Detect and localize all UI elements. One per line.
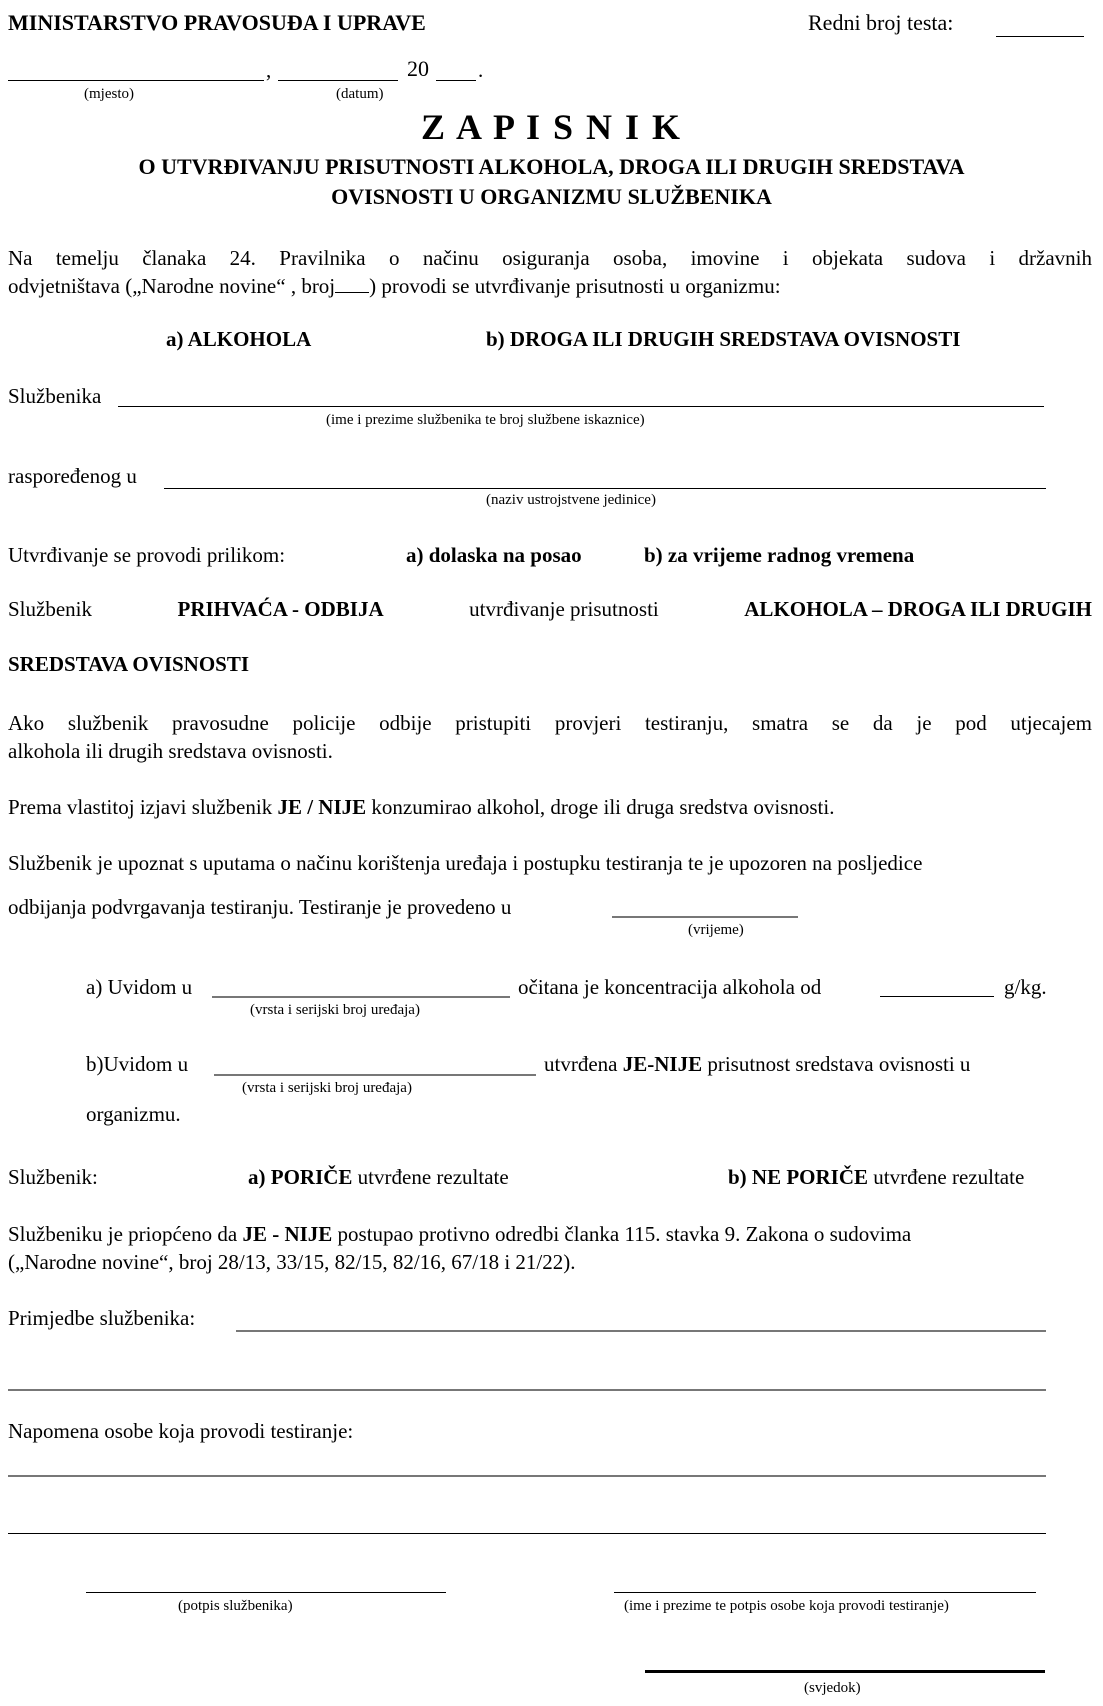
officer-label: Službenika bbox=[8, 384, 102, 408]
test-number-label: Redni broj testa: bbox=[808, 10, 954, 35]
denial-label: Službenik: bbox=[8, 1165, 98, 1189]
denial-b-bold: b) NE PORIČE bbox=[728, 1165, 869, 1189]
officer-name-caption: (ime i prezime službenika te broj službene iskaznice) bbox=[326, 412, 645, 428]
result-b-before: utvrđena bbox=[544, 1052, 623, 1076]
tester-remarks-label: Napomena osobe koja provodi testiranje: bbox=[8, 1419, 354, 1443]
consent-line1 bbox=[8, 597, 1092, 622]
notice-after: postupao protivno odredbi članka 115. stavka 9. Zakona o sudovima bbox=[332, 1222, 912, 1246]
consent-officer: Službenik bbox=[8, 597, 92, 621]
witness-signature-field[interactable] bbox=[645, 1670, 1045, 1673]
denial-a-rest: utvrđene rezultate bbox=[352, 1165, 509, 1189]
notice-before: Službeniku je priopćeno da bbox=[8, 1222, 243, 1246]
tester-remarks-field-2[interactable] bbox=[8, 1533, 1046, 1534]
date-caption: (datum) bbox=[336, 86, 384, 102]
gazette-number-field[interactable] bbox=[335, 274, 369, 293]
document-title: Z A P I S N I K bbox=[420, 107, 683, 147]
officer-remarks-label: Primjedbe službenika: bbox=[8, 1306, 196, 1330]
result-b-middle bbox=[544, 1052, 970, 1077]
statement-before: Prema vlastitoj izjavi službenik bbox=[8, 795, 278, 819]
tester-signature-field[interactable] bbox=[614, 1592, 1036, 1593]
instructions-line1: Službenik je upoznat s uputama o načinu korištenja uređaja i postupku testiranja te je upozoren na posljedice bbox=[8, 851, 923, 875]
occasion-option-working-hours[interactable]: b) za vrijeme radnog vremena bbox=[644, 543, 915, 567]
officer-signature-field[interactable] bbox=[86, 1592, 446, 1593]
assigned-unit-field[interactable] bbox=[164, 488, 1046, 489]
statement-after: konzumirao alkohol, droge ili druga sredstva ovisnosti. bbox=[366, 795, 835, 819]
assigned-label: raspoređenog u bbox=[8, 464, 137, 488]
statement-line bbox=[8, 795, 834, 820]
ministry-name: MINISTARSTVO PRAVOSUĐA I UPRAVE bbox=[8, 10, 426, 35]
consent-determination: utvrđivanje prisutnosti bbox=[469, 597, 659, 621]
intro-line1: Na temelju članaka 24. Pravilnika o načinu osiguranja osoba, imovine i objekata sudova i državnih bbox=[8, 246, 1092, 270]
result-b-device-caption: (vrsta i serijski broj uređaja) bbox=[242, 1080, 412, 1096]
test-number-field[interactable] bbox=[996, 36, 1084, 37]
result-a-middle: očitana je koncentracija alkohola od bbox=[518, 975, 822, 999]
refusal-note-line1: Ako službenik pravosudne policije odbije pristupiti provjeri testiranju, smatra se da je pod utjecajem bbox=[8, 711, 1092, 735]
test-time-field[interactable] bbox=[612, 916, 798, 918]
document-subtitle-line2: OVISNOSTI U ORGANIZMU SLUŽBENIKA bbox=[331, 184, 772, 209]
consent-line2: SREDSTAVA OVISNOSTI bbox=[8, 652, 250, 676]
result-b-after: prisutnost sredstava ovisnosti u bbox=[702, 1052, 971, 1076]
result-a-device-caption: (vrsta i serijski broj uređaja) bbox=[250, 1002, 420, 1018]
year-field[interactable] bbox=[436, 80, 476, 81]
occasion-option-arrival[interactable]: a) dolaska na posao bbox=[406, 543, 582, 567]
denial-b-rest: utvrđene rezultate bbox=[868, 1165, 1025, 1189]
officer-name-field[interactable] bbox=[118, 406, 1044, 407]
result-b-je-nije[interactable]: JE-NIJE bbox=[622, 1052, 703, 1076]
result-a-device-field[interactable] bbox=[212, 996, 510, 998]
denial-option-b[interactable] bbox=[728, 1165, 1024, 1190]
option-drugs[interactable]: b) DROGA ILI DRUGIH SREDSTAVA OVISNOSTI bbox=[486, 327, 961, 351]
intro-line2 bbox=[8, 274, 781, 299]
refusal-note-line2: alkohola ili drugih sredstava ovisnosti. bbox=[8, 739, 333, 763]
assigned-unit-caption: (naziv ustrojstvene jedinice) bbox=[486, 492, 656, 508]
alcohol-concentration-field[interactable] bbox=[880, 996, 994, 997]
result-a-label: a) Uvidom u bbox=[86, 975, 193, 999]
instructions-line2: odbijanja podvrgavanja testiranju. Testiranje je provedeno u bbox=[8, 895, 512, 919]
result-b-label: b)Uvidom u bbox=[86, 1052, 189, 1076]
year-period: . bbox=[478, 58, 484, 82]
officer-signature-caption: (potpis službenika) bbox=[178, 1598, 293, 1614]
test-time-caption: (vrijeme) bbox=[688, 922, 744, 938]
consent-accept-refuse[interactable]: PRIHVAĆA - ODBIJA bbox=[177, 597, 384, 621]
statement-je-nije[interactable]: JE / NIJE bbox=[277, 795, 367, 819]
consent-substances[interactable]: ALKOHOLA – DROGA ILI DRUGIH bbox=[744, 597, 1092, 621]
notice-je-nije[interactable]: JE - NIJE bbox=[242, 1222, 333, 1246]
intro-line2-after: ) provodi se utvrđivanje prisutnosti u organizmu: bbox=[369, 274, 781, 298]
result-b-device-field[interactable] bbox=[214, 1074, 536, 1076]
place-caption: (mjesto) bbox=[84, 86, 134, 102]
date-field[interactable] bbox=[278, 80, 398, 81]
denial-a-bold: a) PORIČE bbox=[248, 1165, 353, 1189]
intro-line2-before: odvjetništava („Narodne novine“ , broj bbox=[8, 274, 336, 298]
tester-signature-caption: (ime i prezime te potpis osobe koja provodi testiranje) bbox=[624, 1598, 949, 1614]
occasion-label: Utvrđivanje se provodi prilikom: bbox=[8, 543, 286, 567]
notice-line2: („Narodne novine“, broj 28/13, 33/15, 82/15, 82/16, 67/18 i 21/22). bbox=[8, 1250, 576, 1274]
place-field[interactable] bbox=[8, 80, 264, 81]
officer-remarks-field-2[interactable] bbox=[8, 1389, 1046, 1391]
tester-remarks-field-1[interactable] bbox=[8, 1475, 1046, 1477]
document-subtitle-line1: O UTVRĐIVANJU PRISUTNOSTI ALKOHOLA, DROGA ILI DRUGIH SREDSTAVA bbox=[138, 154, 965, 179]
witness-signature-caption: (svjedok) bbox=[804, 1680, 861, 1696]
comma-separator: , bbox=[266, 58, 272, 82]
result-a-unit: g/kg. bbox=[1004, 975, 1047, 999]
notice-line1 bbox=[8, 1222, 911, 1247]
option-alcohol[interactable]: a) ALKOHOLA bbox=[166, 327, 312, 351]
year-prefix: 20 bbox=[407, 56, 429, 81]
officer-remarks-field-1[interactable] bbox=[236, 1330, 1046, 1332]
denial-option-a[interactable] bbox=[248, 1165, 509, 1190]
result-b-line2: organizmu. bbox=[86, 1102, 181, 1126]
